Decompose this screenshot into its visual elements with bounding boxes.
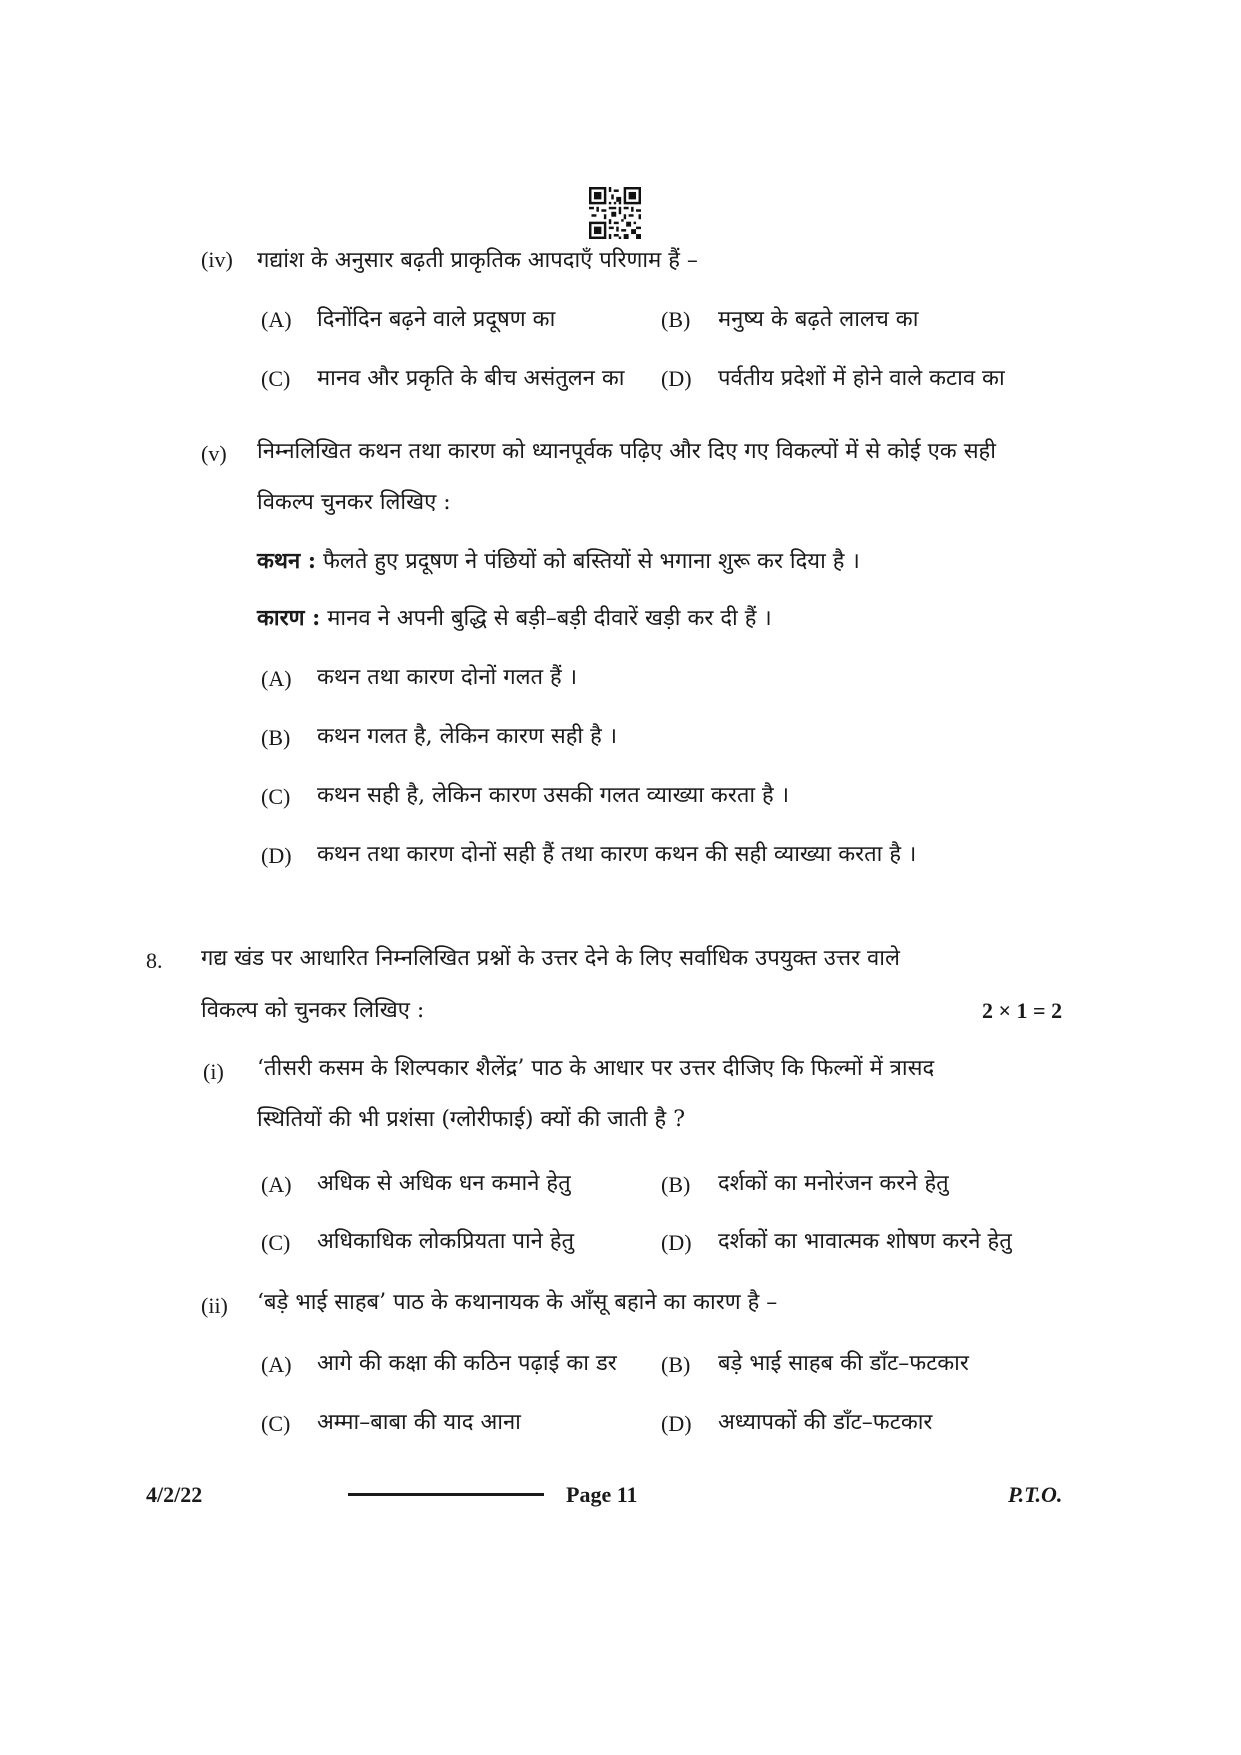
option-label: (D) [661, 1411, 692, 1436]
question-number: (iv) [201, 247, 233, 272]
option-label: (C) [261, 784, 291, 809]
question-text: ‘तीसरी कसम के शिल्पकार शैलेंद्र’ पाठ के आधार पर उत्तर दीजिए कि फिल्मों में त्रासद [257, 1056, 935, 1081]
option-text: अधिक से अधिक धन कमाने हेतु [317, 1171, 571, 1196]
question-number: (i) [203, 1059, 224, 1084]
marks: 2 × 1 = 2 [982, 998, 1063, 1023]
option-label: (D) [261, 843, 292, 868]
question-text: गद्य खंड पर आधारित निम्नलिखित प्रश्नों के उत्तर देने के लिए सर्वाधिक उपयुक्त उत्तर वाले [201, 946, 900, 971]
option-label: (C) [261, 1230, 291, 1255]
assertion [257, 546, 860, 577]
option-text: कथन सही है, लेकिन कारण उसकी गलत व्याख्या करता है । [317, 783, 790, 808]
option-label: (B) [661, 307, 691, 332]
option-text: कथन गलत है, लेकिन कारण सही है । [317, 724, 618, 749]
pto-label: P.T.O. [1008, 1482, 1063, 1507]
option-label: (D) [661, 1230, 692, 1255]
reason [257, 603, 772, 634]
option-label: (B) [661, 1172, 691, 1197]
option-label: (B) [261, 725, 291, 750]
option-label: (A) [261, 1172, 292, 1197]
option-label: (B) [661, 1352, 691, 1377]
question-text: गद्यांश के अनुसार बढ़ती प्राकृतिक आपदाएँ परिणाम हैं – [257, 248, 698, 273]
page-number: Page 11 [566, 1482, 638, 1507]
option-text: मानव और प्रकृति के बीच असंतुलन का [317, 366, 625, 391]
option-text: कथन तथा कारण दोनों सही हैं तथा कारण कथन की सही व्याख्या करता है । [317, 842, 917, 867]
option-label: (D) [661, 366, 692, 391]
option-text: मनुष्य के बढ़ते लालच का [718, 307, 919, 332]
option-text: दिनोंदिन बढ़ने वाले प्रदूषण का [317, 307, 556, 332]
option-label: (A) [261, 1352, 292, 1377]
question-number: 8. [146, 948, 163, 973]
option-text: अम्मा–बाबा की याद आना [317, 1410, 521, 1435]
qr-code-icon [589, 187, 641, 239]
option-text: अधिकाधिक लोकप्रियता पाने हेतु [317, 1229, 575, 1254]
option-label: (A) [261, 307, 292, 332]
option-text: आगे की कक्षा की कठिन पढ़ाई का डर [317, 1351, 617, 1376]
reason-label: कारण : [257, 605, 321, 631]
option-label: (C) [261, 1411, 291, 1436]
option-text: दर्शकों का मनोरंजन करने हेतु [718, 1171, 949, 1196]
question-text: स्थितियों की भी प्रशंसा (ग्लोरीफाई) क्यों की जाती है ? [257, 1107, 685, 1132]
option-label: (C) [261, 366, 291, 391]
paper-code: 4/2/22 [146, 1482, 203, 1507]
question-text: निम्नलिखित कथन तथा कारण को ध्यानपूर्वक पढ़िए और दिए गए विकल्पों में से कोई एक सही [257, 439, 996, 464]
option-label: (A) [261, 666, 292, 691]
footer-divider [348, 1493, 544, 1496]
reason-text: मानव ने अपनी बुद्धि से बड़ी–बड़ी दीवारें खड़ी कर दी हैं । [320, 606, 772, 631]
option-text: दर्शकों का भावात्मक शोषण करने हेतु [718, 1229, 1012, 1254]
assertion-text: फैलते हुए प्रदूषण ने पंछियों को बस्तियों से भगाना शुरू कर दिया है । [315, 549, 860, 574]
option-text: पर्वतीय प्रदेशों में होने वाले कटाव का [718, 366, 1005, 391]
question-number: (ii) [201, 1293, 228, 1318]
question-number: (v) [201, 441, 227, 466]
option-text: अध्यापकों की डाँट–फटकार [718, 1410, 933, 1435]
question-text: ‘बड़े भाई साहब’ पाठ के कथानायक के आँसू बहाने का कारण है – [257, 1290, 778, 1315]
question-text: विकल्प चुनकर लिखिए : [257, 490, 451, 515]
assertion-label: कथन : [257, 548, 316, 574]
option-text: बड़े भाई साहब की डाँट–फटकार [718, 1351, 969, 1376]
question-text: विकल्प को चुनकर लिखिए : [201, 998, 425, 1023]
option-text: कथन तथा कारण दोनों गलत हैं । [317, 665, 578, 690]
